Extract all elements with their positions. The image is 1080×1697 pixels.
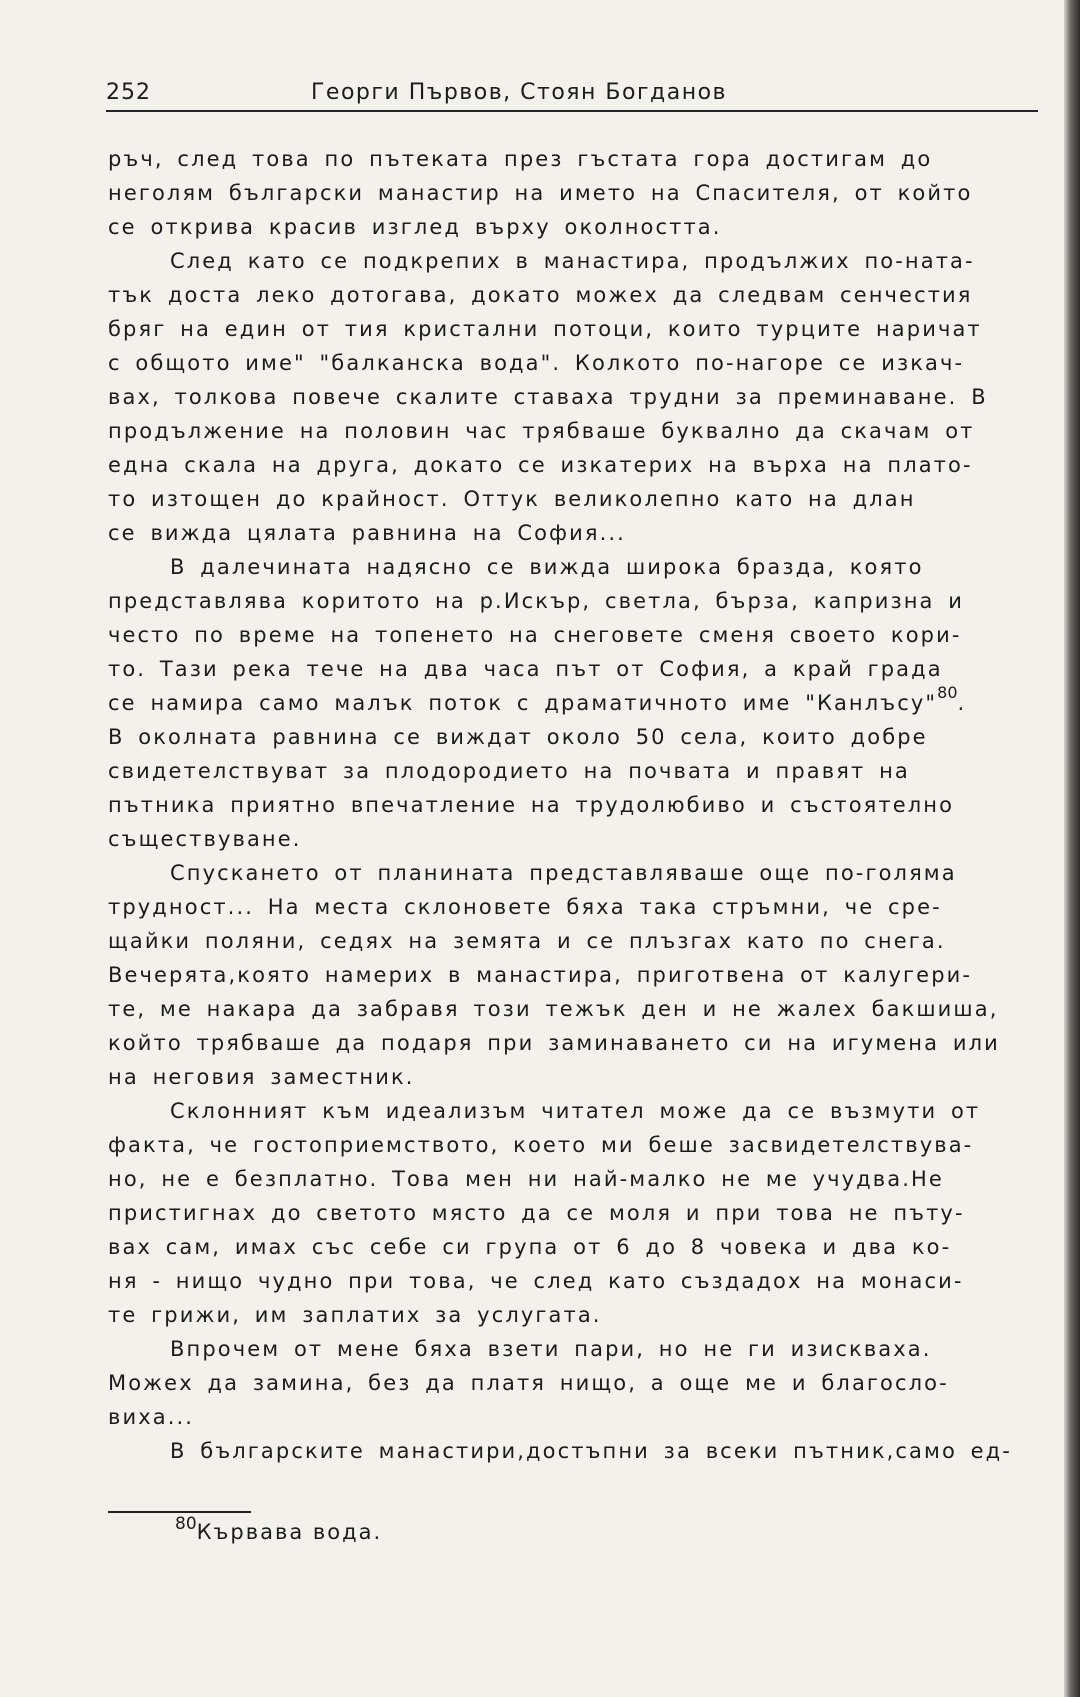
text-line: който трябваше да подаря при заминаването си на игумена или [108,1031,1000,1055]
text-line: трудност... На места склоновете бяха така стръмни, че сре- [108,895,942,919]
text-line: Склонният към идеализъм читател може да се възмути от [170,1099,981,1123]
text-line: В българските манастири,достъпни за всеки пътник,само ед- [170,1439,1012,1463]
text-line: щайки поляни, седях на земята и се плъзгах като по снега. [108,929,946,953]
text-line: вах сам, имах със себе си група от 6 до 8 човека и два ко- [108,1235,952,1259]
text-line: тък доста леко дотогава, докато можех да следвам сенчестия [108,283,973,307]
text-line: свидетелствуват за плодородието на почвата и правят на [108,759,910,783]
text-line: неголям български манастир на името на Спасителя, от който [108,181,973,205]
text-line: те, ме накара да забравя този тежък ден и не жалех бакшиша, [108,997,999,1021]
text-line: Спускането от планината представляваше още по-голяма [170,861,957,885]
text-line: се намира само малък поток с драматичното име "Канлъсу" [108,691,938,715]
text-line: то изтощен до крайност. Оттук великолепно като на длан [108,487,916,511]
text-line: Можех да замина, без да платя нищо, а още ме и благосло- [108,1371,949,1395]
footnote-divider [108,1511,251,1513]
text-line: пътника приятно впечатление на трудолюбиво и състоятелно [108,793,955,817]
footnote-number: 80 [175,1514,197,1534]
text-line: те грижи, им заплатих за услугата. [108,1303,602,1327]
page-header [106,78,1038,112]
text-line: ръч, след това по пътеката през гъстата гора достигам до [108,147,933,171]
text-line: с общото име" "балканска вода". Колкото по-нагоре се изкач- [108,351,965,375]
text-line: се вижда цялата равнина на София... [108,521,626,545]
text-line: пристигнах до светото място да се моля и при това не пъту- [108,1201,965,1225]
text-line: факта, че гостоприемството, което ми беше засвидетелствува- [108,1133,974,1157]
text-line-with-footnote-ref: се намира само малък поток с драматичното име "Канлъсу"$^{80}$. [108,686,1043,720]
text-line: представлява коритото на р.Искър, светла, бърза, капризна и [108,589,965,613]
text-line: В далечината надясно се вижда широка бразда, която [170,555,924,579]
footnote [175,1514,383,1544]
text-line: След като се подкрепих в манастира, продължих по-ната- [170,249,975,273]
text-line: бряг на един от тия кристални потоци, които турците наричат [108,317,982,341]
footnote-ref: 80 [937,686,958,702]
text-line: ня - нищо чудно при това, че след като създадох на монаси- [108,1269,964,1293]
running-head: Георги Първов, Стоян Богданов [311,80,728,105]
text-line: продължение на половин час трябваше буквално да скачам от [108,419,975,443]
body-text [108,142,1043,1468]
text-line: Вечерята,която намерих в манастира, приготвена от калугери- [108,963,973,987]
text-line: В околната равнина се виждат около 50 села, които добре [108,725,928,749]
text-line: на неговия заместник. [108,1065,415,1089]
page-number: 252 [106,80,151,105]
page-edge-shadow [1064,0,1080,1697]
text-line: вах, толкова повече скалите ставаха трудни за преминаване. В [108,385,988,409]
text-line: но, не е безплатно. Това мен ни най-малко не ме учудва.Не [108,1167,944,1191]
text-line: Впрочем от мене бяха взети пари, но не ги изисквaха. [170,1337,932,1361]
text-line: често по време на топенето на снеговете сменя своето кори- [108,623,962,647]
footnote-text: Кървава вода. [196,1520,383,1544]
text-line: се открива красив изглед върху околността. [108,215,722,239]
text-line: то. Тази река тече на два часа път от София, а край града [108,657,943,681]
text-line: виха... [108,1405,195,1429]
text-line: една скала на друга, докато се изкатерих на върха на плато- [108,453,973,477]
text-line: съществуване. [108,827,302,851]
